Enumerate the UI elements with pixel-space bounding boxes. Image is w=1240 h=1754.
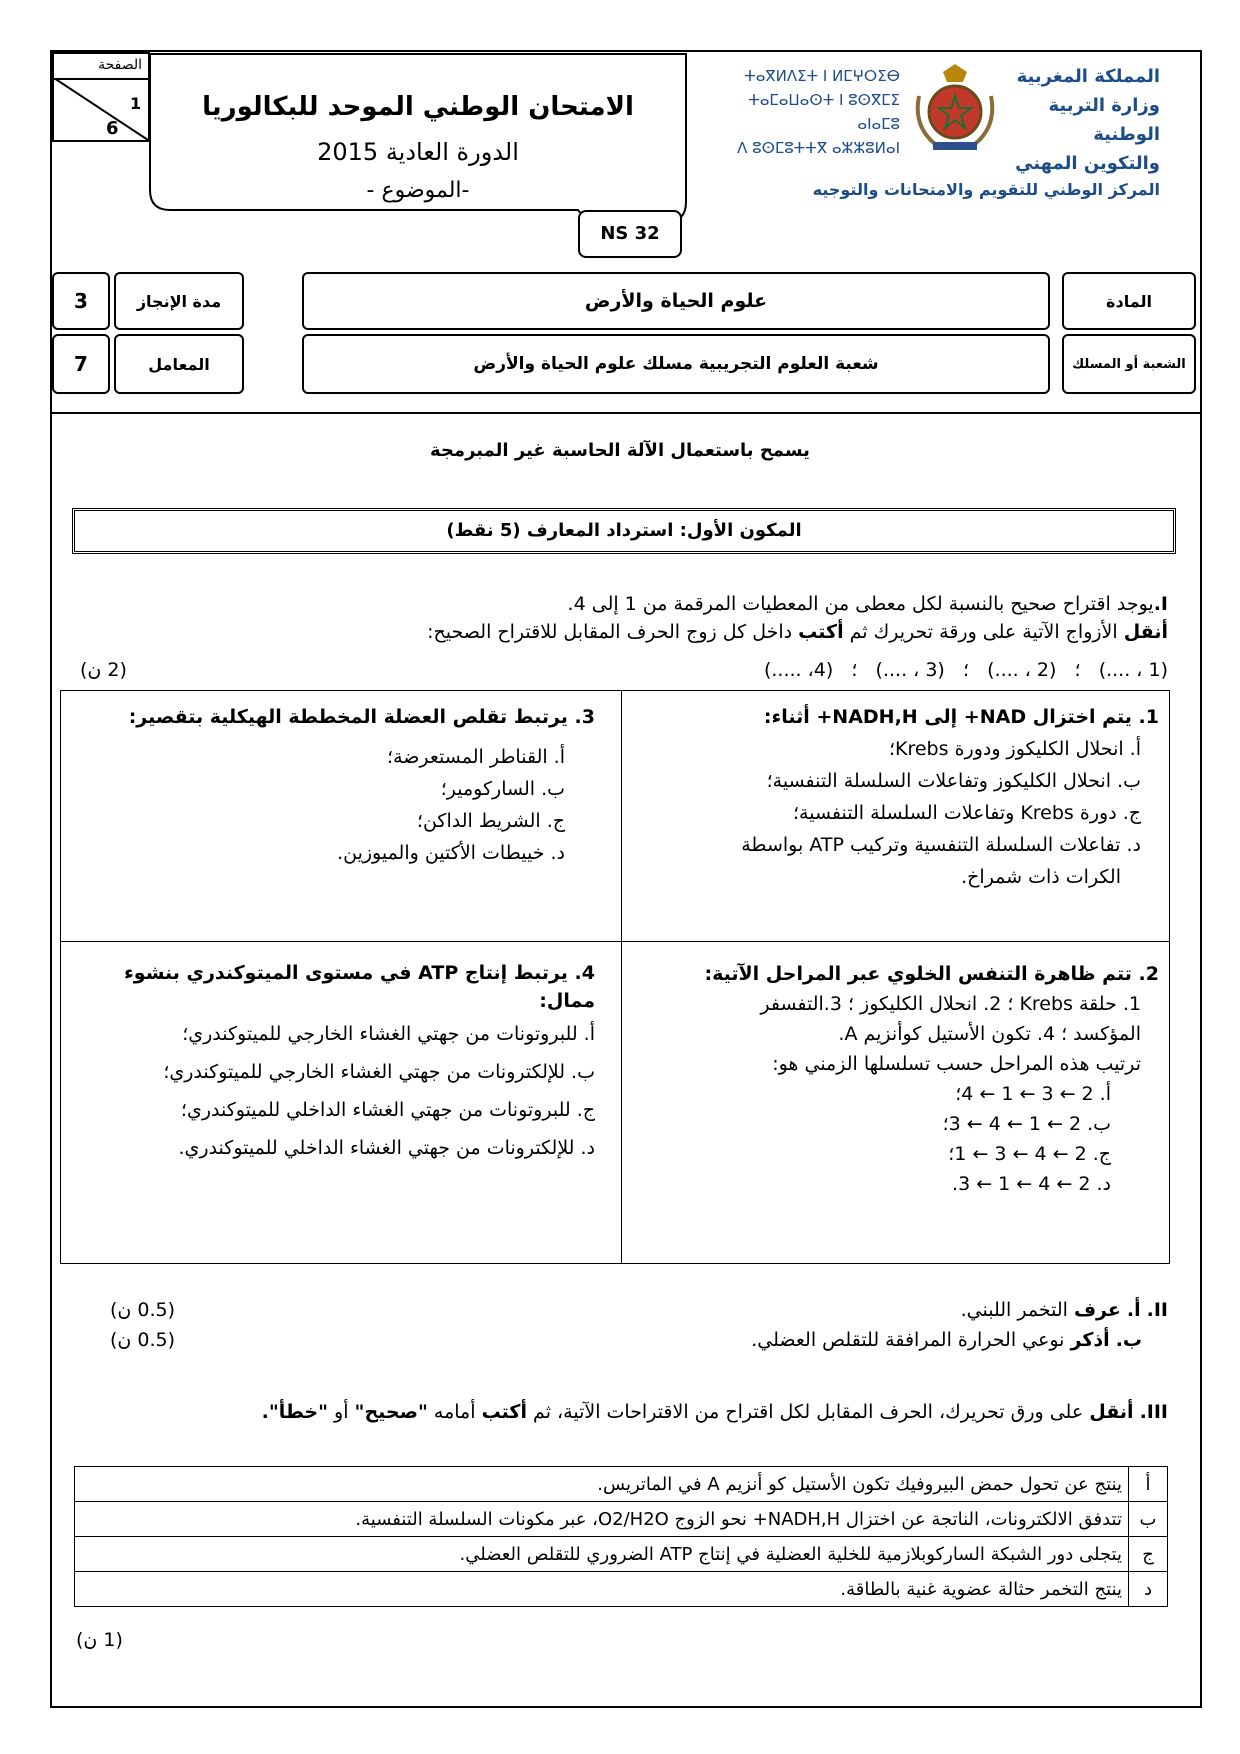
tifinagh-header: ⵜⴰⴳⵍⴷⵉⵜ ⵏ ⵍⵎⵖⵔⵉⴱ ⵜⴰⵎⴰⵡⴰⵙⵜ ⵏ ⵓⵙⴳⵎⵉ ⴰⵏⴰⵎⵓ ⴷ ⵓⵙⵎⵓⵜⵜⴳ ⴰⵣⵣⵓⵍⴰⵏ xyxy=(737,67,900,157)
question-4: 4. يرتبط إنتاج ATP في مستوى الميتوكندري بنشوء ممال: أ. للبروتونات من جهتي الغشاء الخارجي للميتوكندري؛ ب. للإلكترونات من جهتي الغشاء الخارجي للميتوكندري؛ ج. للبروتونات من جهتي الغشاء الداخلي للميتوكندري؛ د. للإلكترونات من جهتي الغشاء الداخلي للميتوكندري. xyxy=(124,962,595,1159)
table-row: أ ينتج عن تحول حمض البيروفيك تكون الأستيل كو أنزيم A في الماتريس. xyxy=(75,1467,1168,1502)
table-row: ج يتجلى دور الشبكة الساركوبلازمية للخلية العضلية في إنتاج ATP الضروري للتقلص العضلي. xyxy=(75,1537,1168,1572)
question-3: 3. يرتبط تقلص العضلة المخططة الهيكلية بتقصير: أ. القناطر المستعرضة؛ ب. الساركومير؛ ج. الشريط الداكن؛ د. خييطات الأكتين والميوزين. xyxy=(128,706,595,864)
part3-points: (1 ن) xyxy=(76,1629,123,1651)
kingdom-header: المملكة المغربية وزارة التربية الوطنية والتكوين المهني xyxy=(1015,66,1160,174)
calculator-note: يسمح باستعمال الآلة الحاسبة غير المبرمجة xyxy=(430,440,810,461)
part3-instruction: III. أنقل على ورق تحريرك، الحرف المقابل لكل اقتراح من الاقتراحات الآتية، ثم أكتب أمامه "صحيح" أو "خطأ". xyxy=(261,1401,1168,1423)
answer-pairs: (1 ، ....) ؛ (2 ، ....) ؛ (3 ، ....) ؛ (4، .....) xyxy=(763,659,1168,681)
branch-value-cell: شعبة العلوم التجريبية مسلك علوم الحياة والأرض xyxy=(302,334,1050,394)
page-current: 1 xyxy=(130,94,142,113)
branch-label-cell: الشعبة أو المسلك xyxy=(1062,334,1196,394)
question-1: 1. يتم اختزال NAD+ إلى NADH,H+ أثناء: أ. انحلال الكليكوز ودورة Krebs؛ ب. انحلال الكليكوز وتفاعلات السلسلة التنفسية؛ ج. دورة Krebs وتفاعلات السلسلة التنفسية؛ د. تفاعلات السلسلة التنفسية وتركيب ATP بواسطة الكرات ذات شمراخ. xyxy=(741,706,1159,888)
exam-code: NS 32 xyxy=(578,210,682,258)
page-number-box xyxy=(52,52,150,142)
table-row: د ينتج التخمر حثالة عضوية غنية بالطاقة. xyxy=(75,1572,1168,1607)
center-name: المركز الوطني للتقويم والامتحانات والتوجيه xyxy=(812,180,1160,199)
part2-b: ب. أذكر نوعي الحرارة المرافقة للتقلص العضلي. xyxy=(751,1329,1142,1351)
session-title: الدورة العادية 2015 xyxy=(317,138,519,166)
coef-label-cell: المعامل xyxy=(114,334,244,394)
subject-label-cell: المادة xyxy=(1062,272,1196,330)
header-rule xyxy=(50,412,1200,414)
true-false-table xyxy=(74,1466,1168,1607)
part1-points: (2 ن) xyxy=(80,659,127,681)
page-label: الصفحة xyxy=(98,57,142,73)
part1-instruction: أنقل الأزواج الآتية على ورقة تحريرك ثم أكتب داخل كل زوج الحرف المقابل للاقتراح الصحيح: xyxy=(427,621,1168,643)
section-title: المكون الأول: استرداد المعارف (5 نقط) xyxy=(72,508,1176,554)
subject-value-cell: علوم الحياة والأرض xyxy=(302,272,1050,330)
coef-value-cell: 7 xyxy=(52,334,110,394)
questions-table xyxy=(60,690,1170,1264)
coat-of-arms-icon xyxy=(905,56,1005,156)
part2-b-points: (0.5 ن) xyxy=(110,1329,176,1351)
part2-a: II. أ. عرف التخمر اللبني. xyxy=(960,1299,1168,1321)
duration-value-cell: 3 xyxy=(52,272,110,330)
part1-intro: I.يوجد اقتراح صحيح بالنسبة لكل معطى من المعطيات المرقمة من 1 إلى 4. xyxy=(567,593,1168,615)
subject-table xyxy=(52,272,1196,394)
title-box xyxy=(148,52,688,230)
page-total: 6 xyxy=(106,118,119,139)
duration-label-cell: مدة الإنجاز xyxy=(114,272,244,330)
subject-caption: -الموضوع - xyxy=(366,178,470,203)
part2-a-points: (0.5 ن) xyxy=(110,1299,176,1321)
question-2: 2. تتم ظاهرة التنفس الخلوي عبر المراحل الآتية: 1. حلقة Krebs ؛ 2. انحلال الكليكوز ؛ 3.التفسفر المؤكسد ؛ 4. تكون الأستيل كوأنزيم A. ترتيب هذه المراحل حسب تسلسلها الزمني هو: أ. 2 ← 3 ← 1 ← 4؛ ب. 2 ← 1 ← 4 ← 3؛ ج. 2 ← 4 ← 3 ← 1؛ د. 2 ← 4 ← 1 ← 3. xyxy=(704,963,1159,1195)
exam-title: الامتحان الوطني الموحد للبكالوريا xyxy=(202,92,634,122)
table-row: ب تتدفق الالكترونات، الناتجة عن اختزال NADH,H+ نحو الزوج O2/H2O، عبر مكونات السلسلة التنفسية. xyxy=(75,1502,1168,1537)
